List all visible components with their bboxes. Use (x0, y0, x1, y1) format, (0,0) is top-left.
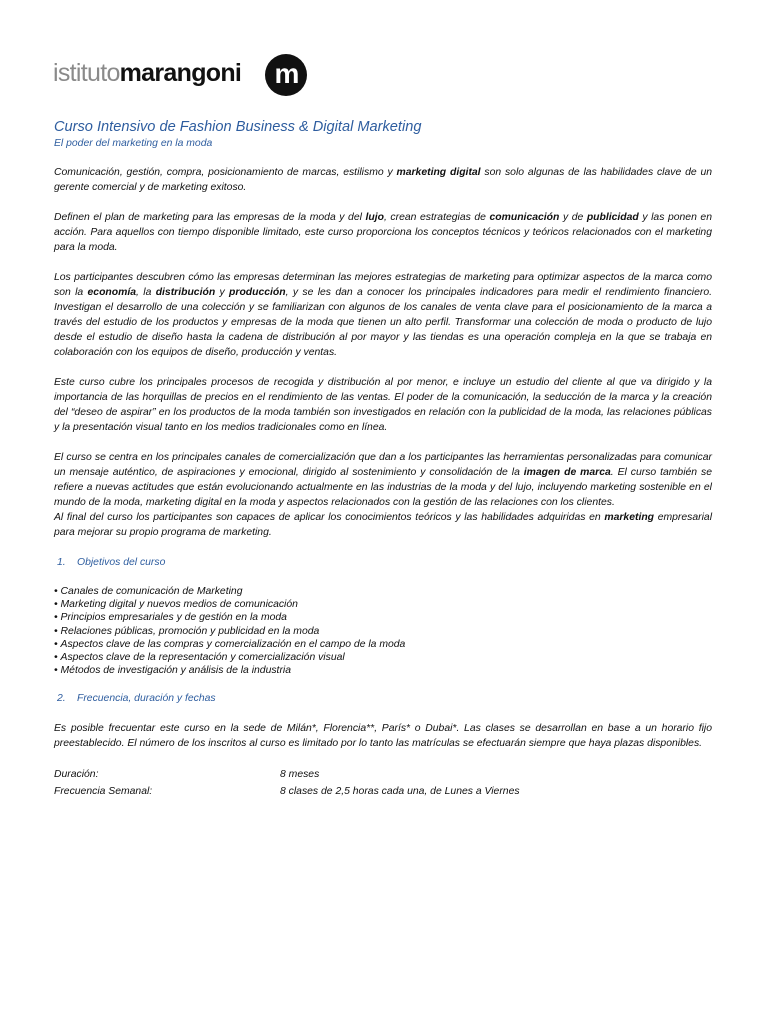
svg-text:m: m (274, 58, 300, 89)
list-item: • Aspectos clave de la representación y comercialización visual (54, 651, 712, 664)
section-heading-objectives (54, 555, 712, 570)
info-row-duration (54, 766, 712, 783)
list-item: • Principios empresariales y de gestión en la moda (54, 611, 712, 624)
info-row-frequency (54, 783, 712, 800)
paragraph-participants: Los participantes descubren cómo las empresas determinan las mejores estrategias de marketing para optimizar aspectos de la marca como son la economía, la distribución y producción, y se les dan a conocer los principales indicadores para medir el rendimiento financiero. Investigan el desarrollo de una colección y se familiarizan con algunos de los canales de venta clave para el posicionamiento de la marca a través del estudio de los productos y empresas de la moda que tienen un alto perfil. Transformar una colección de moda o producto de lujo desde el estudio de diseño hasta la cadena de distribución al por mayor y las tiendas es una operación compleja en la que se trabaja en colaboración con los equipos de diseño, producción y ventas. (54, 272, 712, 358)
paragraph-marketing-plan: Definen el plan de marketing para las empresas de la moda y del lujo, crean estrategias de comunicación y de publicidad y las ponen en acción. Para aquellos con tiempo disponible limitado, este curso proporciona los conceptos técnicos y teóricos relacionados con el marketing para la moda. (54, 212, 712, 253)
frequency-value: 8 clases de 2,5 horas cada una, de Lunes a Viernes (280, 786, 520, 798)
paragraph-intro: Comunicación, gestión, compra, posicionamiento de marcas, estilismo y marketing digital son solo algunas de las habilidades clave de un gerente comercial y de marketing exitoso. (54, 167, 713, 193)
page-subtitle: El poder del marketing en la moda (54, 138, 213, 149)
section-number: 1. (57, 557, 66, 568)
paragraph-commercial-channels: El curso se centra en los principales canales de comercialización que dan a los participantes las herramientas personalizadas para comunicar un mensaje auténtico, de aspiraciones y emocional, dirigido al sostenimiento y consolidación de la imagen de marca. El curso también se refiere a nuevas actitudes que están evolucionando actualmente en las industrias de la moda y del lujo, incluyendo marketing sostenible en el mundo de la moda, marketing digital en la moda y aspectos relacionados con la gestión de las relaciones con los clientes. (54, 452, 712, 508)
duration-label: Duración: (54, 769, 99, 781)
logo-wordmark (53, 59, 241, 88)
paragraph-frequency: Es posible frecuentar este curso en la sede de Milán*, Florencia**, París* o Dubai*. Las clases se desarrollan en base a un horario fijo preestablecido. El número de los inscritos al curso es limitado por lo tanto las matrículas se efectuarán siempre que haya plazas disponibles. (54, 723, 712, 750)
logo-word-istituto: istituto (53, 59, 120, 87)
paragraph-retail-processes: Este curso cubre los principales procesos de recogida y distribución al por menor, e incluye un estudio del cliente al que va dirigido y la importancia de las horquillas de precios en el rendimiento de las ventas. El poder de la comunicación, la seducción de la marca y la creación del “deseo de aspirar” en los productos de la moda también son investigados en relación con la publicidad de la moda, las relaciones públicas y la presentación visual tanto en los medios tradicionales como en línea. (54, 377, 712, 433)
paragraph-course-end: Al final del curso los participantes son capaces de aplicar los conocimientos teóricos y las habilidades adquiridas en marketing empresarial para mejorar su propio programa de marketing. (54, 512, 712, 538)
section-number: 2. (57, 693, 66, 705)
course-info (54, 766, 712, 800)
section-title: Frecuencia, duración y fechas (77, 693, 216, 705)
section-heading-frequency (54, 691, 712, 706)
list-item: • Relaciones públicas, promoción y publicidad en la moda (54, 625, 712, 638)
list-item: • Aspectos clave de las compras y comercialización en el campo de la moda (54, 638, 712, 651)
list-item: • Marketing digital y nuevos medios de comunicación (54, 598, 712, 611)
page-title: Curso Intensivo de Fashion Business & Digital Marketing (54, 119, 422, 135)
frequency-label: Frecuencia Semanal: (54, 786, 153, 798)
list-item: • Canales de comunicación de Marketing (54, 585, 712, 598)
duration-value: 8 meses (280, 769, 320, 781)
logo-word-marangoni: marangoni (119, 59, 242, 87)
objectives-list (54, 585, 712, 677)
document-content (54, 118, 712, 800)
section-title: Objetivos del curso (77, 557, 166, 568)
list-item: • Métodos de investigación y análisis de la industria (54, 664, 712, 677)
logo-m-icon (265, 54, 307, 96)
